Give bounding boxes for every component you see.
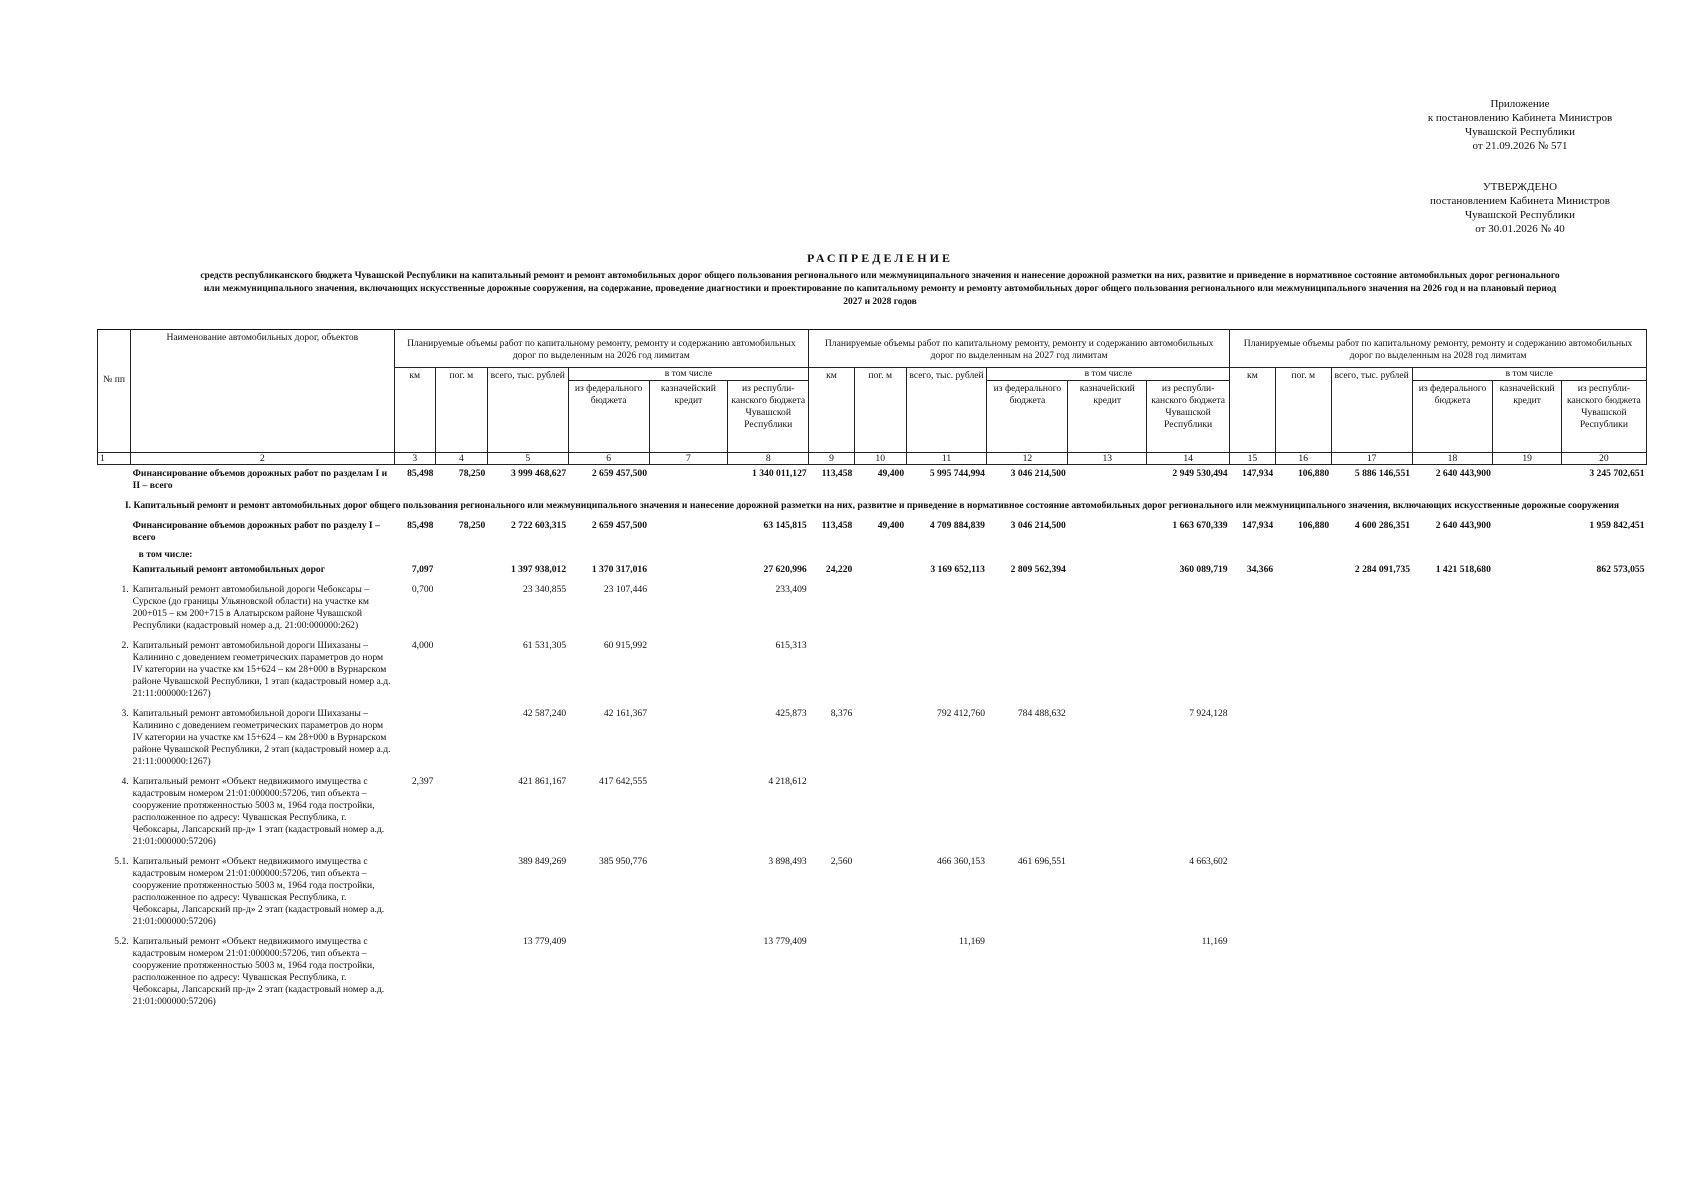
row-value bbox=[1275, 705, 1331, 773]
row-value: 862 573,055 bbox=[1596, 564, 1645, 575]
column-number: 8 bbox=[728, 453, 809, 465]
table-row bbox=[98, 853, 1647, 933]
row-value: 147,934 bbox=[1242, 468, 1274, 479]
row-value bbox=[854, 773, 906, 853]
row-name: Капитальный ремонт автомобильной дороги Шихазаны – Калинино с доведением геометрических параметров до норм IV категории на участке км 15+624 – км 28+000 в Вурнарском районе Чувашской Республики, 2 этап (кадастровый номер а.д. 21:11:000000:1267) bbox=[132, 708, 391, 767]
row-value: 3 046 214,500 bbox=[1010, 520, 1066, 531]
row-number: 1. bbox=[121, 584, 129, 595]
row-value bbox=[649, 705, 728, 773]
row-number: 2. bbox=[121, 640, 129, 651]
row-value bbox=[906, 773, 987, 853]
header-group-2026: Планируемые объемы работ по капитальному ремонту, ремонту и содержанию автомобильных дорог по выделенным на 2026 год лимитам bbox=[394, 330, 809, 368]
row-value bbox=[435, 561, 487, 581]
table-row bbox=[98, 933, 1647, 1013]
header-nn: № пп bbox=[98, 330, 131, 453]
row-value: 42 587,240 bbox=[522, 708, 567, 719]
header-rep: из республи-канского бюджета Чувашской Республики bbox=[1561, 381, 1646, 453]
appendix-line: к постановлению Кабинета Министров bbox=[1427, 112, 1613, 124]
row-name: Финансирование объемов дорожных работ по разделам I и II – всего bbox=[132, 468, 388, 491]
row-value: 461 696,551 bbox=[1017, 856, 1066, 867]
document-subtitle: средств республиканского бюджета Чувашской Республики на капитальный ремонт и ремонт автомобильных дорог общего пользования регионального или межмуниципального значения и нанесение дорожной разметки на них, развитие и приведение в нормативное состояние автомобильных дорог регионального или межмуниципального значения, включающих искусственные дорожные сооружения, на содержание, проведение диагностики и проектирование по капитальному ремонту и ремонту автомобильных дорог общего пользования регионального или межмуниципального значения на 2026 год и на плановый период 2027 и 2028 годов bbox=[200, 271, 1560, 307]
header-treasury: казначейский кредит bbox=[1493, 381, 1561, 453]
row-value bbox=[1412, 773, 1493, 853]
row-value: 2,397 bbox=[411, 776, 434, 787]
row-value: 3 999 468,627 bbox=[510, 468, 567, 479]
appendix-line: Приложение bbox=[1490, 98, 1550, 110]
row-value: 1 397 938,012 bbox=[510, 564, 567, 575]
row-name: Капитальный ремонт автомобильной дороги Чебоксары – Сурское (до границы Ульяновской области) на участке км 200+015 – км 200+715 в Алатырском районе Чувашской Республики (кадастровый номер а.д. 21:00:000000:262) bbox=[132, 584, 370, 631]
row-name: Капитальный ремонт автомобильной дороги Шихазаны – Калинино с доведением геометрических параметров до норм IV категории на участке км 15+624 – км 28+000 в Вурнарском районе Чувашской Республики, 1 этап (кадастровый номер а.д. 21:11:000000:1267) bbox=[132, 640, 391, 699]
row-value bbox=[854, 853, 906, 933]
column-number: 14 bbox=[1147, 453, 1230, 465]
header-km: км bbox=[809, 368, 855, 453]
row-number: 4. bbox=[121, 776, 129, 787]
row-value bbox=[1331, 853, 1412, 933]
row-value: 3 245 702,651 bbox=[1589, 468, 1645, 479]
row-value bbox=[1147, 581, 1230, 637]
row-value: 85,498 bbox=[407, 520, 434, 531]
row-value: 24,220 bbox=[825, 564, 853, 575]
row-value bbox=[854, 705, 906, 773]
row-value bbox=[1493, 517, 1561, 549]
row-value bbox=[1275, 637, 1331, 705]
row-number bbox=[98, 561, 131, 581]
row-value bbox=[1412, 705, 1493, 773]
row-value bbox=[987, 773, 1068, 853]
row-value bbox=[435, 853, 487, 933]
row-number bbox=[98, 465, 131, 498]
row-value bbox=[649, 517, 728, 549]
appendix-line: от 21.09.2026 № 571 bbox=[1472, 140, 1568, 152]
row-value bbox=[1493, 853, 1561, 933]
row-value: 2 809 562,394 bbox=[1010, 564, 1066, 575]
row-value: 5 886 146,551 bbox=[1354, 468, 1411, 479]
column-number: 13 bbox=[1068, 453, 1147, 465]
distribution-table-wrap bbox=[97, 329, 1647, 1013]
appendix-block bbox=[1390, 97, 1650, 153]
row-value bbox=[1493, 465, 1561, 498]
row-number: 5.2. bbox=[114, 936, 129, 947]
row-value: 42 161,367 bbox=[603, 708, 648, 719]
row-value bbox=[906, 581, 987, 637]
row-value: 49,400 bbox=[877, 468, 905, 479]
row-value bbox=[1412, 933, 1493, 1013]
document-title: РАСПРЕДЕЛЕНИЕ bbox=[807, 251, 953, 265]
row-value: 4 709 884,839 bbox=[929, 520, 985, 531]
row-value: 61 531,305 bbox=[522, 640, 567, 651]
column-number: 7 bbox=[649, 453, 728, 465]
row-number: 5.1. bbox=[114, 856, 129, 867]
row-value: 23 340,855 bbox=[522, 584, 567, 595]
header-total: всего, тыс. рублей bbox=[906, 368, 987, 453]
row-value: 4 600 286,351 bbox=[1354, 520, 1411, 531]
column-number: 18 bbox=[1412, 453, 1493, 465]
row-value: 2 659 457,500 bbox=[591, 520, 648, 531]
row-value: 2 659 457,500 bbox=[591, 468, 648, 479]
row-value bbox=[1561, 581, 1646, 637]
column-number: 4 bbox=[435, 453, 487, 465]
column-number: 10 bbox=[854, 453, 906, 465]
row-value: 23 107,446 bbox=[603, 584, 648, 595]
row-value bbox=[854, 933, 906, 1013]
row-value: 34,366 bbox=[1246, 564, 1274, 575]
including-row bbox=[98, 549, 1647, 561]
column-numbers-row bbox=[98, 453, 1647, 465]
row-value bbox=[649, 933, 728, 1013]
row-value bbox=[1068, 853, 1147, 933]
row-value: 792 412,760 bbox=[937, 708, 985, 719]
row-value bbox=[1493, 773, 1561, 853]
row-value: 7,097 bbox=[411, 564, 434, 575]
row-value bbox=[1068, 933, 1147, 1013]
row-value bbox=[649, 637, 728, 705]
row-value: 147,934 bbox=[1242, 520, 1274, 531]
header-km: км bbox=[394, 368, 435, 453]
row-value bbox=[1561, 853, 1646, 933]
row-value: 4 218,612 bbox=[768, 776, 807, 787]
column-number: 19 bbox=[1493, 453, 1561, 465]
row-value bbox=[809, 773, 855, 853]
column-number: 15 bbox=[1230, 453, 1276, 465]
row-value bbox=[1068, 637, 1147, 705]
header-km: км bbox=[1230, 368, 1276, 453]
row-value bbox=[1275, 853, 1331, 933]
row-value: 78,250 bbox=[458, 468, 486, 479]
row-value: 106,880 bbox=[1298, 468, 1330, 479]
row-value: 425,873 bbox=[775, 708, 807, 719]
header-treasury: казначейский кредит bbox=[1068, 381, 1147, 453]
row-value: 1 959 842,451 bbox=[1589, 520, 1645, 531]
row-value: 233,409 bbox=[775, 584, 807, 595]
row-value: 113,458 bbox=[821, 468, 853, 479]
header-incl: в том числе bbox=[568, 368, 809, 381]
row-value bbox=[394, 933, 435, 1013]
row-value bbox=[1493, 705, 1561, 773]
row-value: 5 995 744,994 bbox=[929, 468, 985, 479]
header-total: всего, тыс. рублей bbox=[1331, 368, 1412, 453]
row-value: 113,458 bbox=[821, 520, 853, 531]
column-number: 16 bbox=[1275, 453, 1331, 465]
row-value bbox=[649, 853, 728, 933]
table-row bbox=[98, 561, 1647, 581]
row-value bbox=[854, 581, 906, 637]
row-value: 389 849,269 bbox=[518, 856, 567, 867]
row-name: Капитальный ремонт автомобильных дорог bbox=[132, 564, 326, 575]
row-value: 2 949 530,494 bbox=[1172, 468, 1228, 479]
row-value bbox=[1561, 933, 1646, 1013]
row-value bbox=[1230, 853, 1276, 933]
row-value: 1 421 518,680 bbox=[1435, 564, 1491, 575]
header-group-2027: Планируемые объемы работ по капитальному ремонту, ремонту и содержанию автомобильных дорог по выделенным на 2027 год лимитам bbox=[809, 330, 1230, 368]
row-value: 49,400 bbox=[877, 520, 905, 531]
row-value: 7 924,128 bbox=[1189, 708, 1228, 719]
row-value bbox=[1331, 933, 1412, 1013]
row-number bbox=[98, 517, 131, 549]
row-value: 417 642,555 bbox=[599, 776, 648, 787]
row-value bbox=[649, 465, 728, 498]
approval-line: Чувашской Республики bbox=[1464, 209, 1576, 221]
column-number: 5 bbox=[487, 453, 568, 465]
table-row bbox=[98, 773, 1647, 853]
row-value bbox=[987, 581, 1068, 637]
row-value bbox=[1331, 705, 1412, 773]
row-value bbox=[568, 933, 649, 1013]
row-name: Финансирование объемов дорожных работ по разделу I – всего bbox=[132, 520, 380, 543]
table-row bbox=[98, 637, 1647, 705]
header-fed: из федерального бюджета bbox=[568, 381, 649, 453]
row-value: 4 663,602 bbox=[1189, 856, 1228, 867]
row-value: 27 620,996 bbox=[763, 564, 807, 575]
row-value bbox=[649, 561, 728, 581]
row-value bbox=[435, 773, 487, 853]
row-value bbox=[906, 637, 987, 705]
row-value bbox=[809, 637, 855, 705]
row-value bbox=[1230, 705, 1276, 773]
row-value bbox=[1331, 773, 1412, 853]
table-row bbox=[98, 517, 1647, 549]
row-value bbox=[1493, 933, 1561, 1013]
row-value bbox=[1561, 773, 1646, 853]
row-value: 615,313 bbox=[775, 640, 807, 651]
row-value bbox=[1561, 705, 1646, 773]
row-value bbox=[809, 933, 855, 1013]
header-pogm: пог. м bbox=[1275, 368, 1331, 453]
row-value: 2 284 091,735 bbox=[1354, 564, 1411, 575]
row-value bbox=[1331, 637, 1412, 705]
row-value: 78,250 bbox=[458, 520, 486, 531]
approval-line: постановлением Кабинета Министров bbox=[1430, 195, 1610, 207]
column-number: 6 bbox=[568, 453, 649, 465]
including-label: в том числе: bbox=[138, 549, 193, 560]
column-number: 1 bbox=[98, 453, 131, 465]
header-fed: из федерального бюджета bbox=[1412, 381, 1493, 453]
appendix-line: Чувашской Республики bbox=[1464, 126, 1576, 138]
column-number: 12 bbox=[987, 453, 1068, 465]
row-value: 11,169 bbox=[958, 936, 985, 947]
header-rep: из республи-канского бюджета Чувашской Республики bbox=[728, 381, 809, 453]
row-value bbox=[649, 581, 728, 637]
row-value bbox=[1331, 581, 1412, 637]
row-value: 63 145,815 bbox=[763, 520, 807, 531]
row-value bbox=[1230, 933, 1276, 1013]
row-value bbox=[1275, 581, 1331, 637]
row-value bbox=[987, 933, 1068, 1013]
approval-line: УТВЕРЖДЕНО bbox=[1482, 181, 1558, 193]
row-value: 60 915,992 bbox=[603, 640, 648, 651]
header-incl: в том числе bbox=[987, 368, 1230, 381]
row-value: 1 340 011,127 bbox=[752, 468, 807, 479]
column-number: 17 bbox=[1331, 453, 1412, 465]
row-value bbox=[435, 933, 487, 1013]
row-value: 0,700 bbox=[411, 584, 434, 595]
table-row bbox=[98, 581, 1647, 637]
row-value bbox=[1068, 517, 1147, 549]
row-value bbox=[435, 637, 487, 705]
row-value: 784 488,632 bbox=[1017, 708, 1066, 719]
section-title-row bbox=[98, 497, 1647, 517]
row-value: 385 950,776 bbox=[599, 856, 648, 867]
row-value bbox=[1493, 637, 1561, 705]
row-value bbox=[809, 581, 855, 637]
row-value bbox=[1068, 581, 1147, 637]
row-value: 13 779,409 bbox=[522, 936, 567, 947]
header-group-2028: Планируемые объемы работ по капитальному ремонту, ремонту и содержанию автомобильных дорог по выделенным на 2028 год лимитам bbox=[1230, 330, 1647, 368]
row-value: 13 779,409 bbox=[763, 936, 807, 947]
section-title: I. Капитальный ремонт и ремонт автомобильных дорог общего пользования регионального или межмуниципального значения и нанесение дорожной разметки на них, развитие и приведение в нормативное состояние автомобильных дорог регионального или межмуниципального значения, включающих искусственные дорожные сооружения bbox=[124, 500, 1620, 511]
row-value bbox=[1275, 773, 1331, 853]
row-value bbox=[1147, 637, 1230, 705]
row-value bbox=[1230, 637, 1276, 705]
column-number: 9 bbox=[809, 453, 855, 465]
row-name: Капитальный ремонт «Объект недвижимого имущества с кадастровым номером 21:01:000000:57206, тип объекта – сооружение протяженностью 5003 м, 1964 года постройки, расположенное по адресу: Чувашская Республика, г. Чебоксары, Лапсарский пр-д» 1 этап (кадастровый номер а.д. 21:01:000000:57206) bbox=[132, 776, 385, 847]
row-value: 360 089,719 bbox=[1179, 564, 1228, 575]
row-value: 4,000 bbox=[411, 640, 434, 651]
row-value: 2 640 443,900 bbox=[1435, 468, 1491, 479]
row-value: 1 370 317,016 bbox=[591, 564, 648, 575]
row-value bbox=[1230, 581, 1276, 637]
header-name: Наименование автомобильных дорог, объектов bbox=[131, 330, 394, 453]
row-value: 2 640 443,900 bbox=[1435, 520, 1491, 531]
row-value bbox=[394, 705, 435, 773]
document-heading bbox=[200, 251, 1560, 309]
row-value: 3 898,493 bbox=[768, 856, 807, 867]
row-value bbox=[1275, 933, 1331, 1013]
row-value bbox=[1147, 773, 1230, 853]
row-value: 106,880 bbox=[1298, 520, 1330, 531]
row-value: 2 722 603,315 bbox=[510, 520, 567, 531]
row-value: 3 169 652,113 bbox=[930, 564, 985, 575]
column-number: 20 bbox=[1561, 453, 1646, 465]
column-number: 3 bbox=[394, 453, 435, 465]
row-value: 2,560 bbox=[830, 856, 853, 867]
table-row bbox=[98, 705, 1647, 773]
row-value bbox=[435, 581, 487, 637]
column-number: 11 bbox=[906, 453, 987, 465]
including-spacer bbox=[98, 549, 131, 561]
approval-block bbox=[1390, 180, 1650, 236]
header-total: всего, тыс. рублей bbox=[487, 368, 568, 453]
distribution-table bbox=[97, 329, 1647, 1013]
row-value bbox=[394, 853, 435, 933]
row-value bbox=[1068, 465, 1147, 498]
table-body bbox=[98, 465, 1647, 1014]
header-pogm: пог. м bbox=[854, 368, 906, 453]
header-incl: в том числе bbox=[1412, 368, 1646, 381]
row-value: 3 046 214,500 bbox=[1010, 468, 1066, 479]
header-rep: из республи-канского бюджета Чувашской Республики bbox=[1147, 381, 1230, 453]
row-value bbox=[1493, 581, 1561, 637]
approval-line: от 30.01.2026 № 40 bbox=[1475, 223, 1565, 235]
row-value bbox=[987, 637, 1068, 705]
row-value: 8,376 bbox=[830, 708, 853, 719]
row-value bbox=[1561, 637, 1646, 705]
row-value bbox=[1412, 853, 1493, 933]
row-value bbox=[1493, 561, 1561, 581]
row-value bbox=[1068, 705, 1147, 773]
row-name: Капитальный ремонт «Объект недвижимого имущества с кадастровым номером 21:01:000000:57206, тип объекта – сооружение протяженностью 5003 м, 1964 года постройки, расположенное по адресу: Чувашская Республика, г. Чебоксары, Лапсарский пр-д» 2 этап (кадастровый номер а.д. 21:01:000000:57206) bbox=[132, 936, 385, 1007]
header-treasury: казначейский кредит bbox=[649, 381, 728, 453]
row-value: 85,498 bbox=[407, 468, 434, 479]
row-value: 11,169 bbox=[1201, 936, 1228, 947]
row-name: Капитальный ремонт «Объект недвижимого имущества с кадастровым номером 21:01:000000:57206, тип объекта – сооружение протяженностью 5003 м, 1964 года постройки, расположенное по адресу: Чувашская Республика, г. Чебоксары, Лапсарский пр-д» 2 этап (кадастровый номер а.д. 21:01:000000:57206) bbox=[132, 856, 385, 927]
header-fed: из федерального бюджета bbox=[987, 381, 1068, 453]
row-value: 1 663 670,339 bbox=[1172, 520, 1228, 531]
column-number: 2 bbox=[131, 453, 394, 465]
row-value bbox=[854, 561, 906, 581]
row-value bbox=[1230, 773, 1276, 853]
row-value bbox=[435, 705, 487, 773]
row-value bbox=[1412, 581, 1493, 637]
row-value: 466 360,153 bbox=[937, 856, 985, 867]
row-value bbox=[1068, 561, 1147, 581]
row-number: 3. bbox=[121, 708, 129, 719]
row-value: 421 861,167 bbox=[518, 776, 567, 787]
row-value bbox=[1275, 561, 1331, 581]
row-value bbox=[1068, 773, 1147, 853]
row-value bbox=[1412, 637, 1493, 705]
row-value bbox=[649, 773, 728, 853]
header-pogm: пог. м bbox=[435, 368, 487, 453]
row-value bbox=[854, 637, 906, 705]
table-row bbox=[98, 465, 1647, 498]
